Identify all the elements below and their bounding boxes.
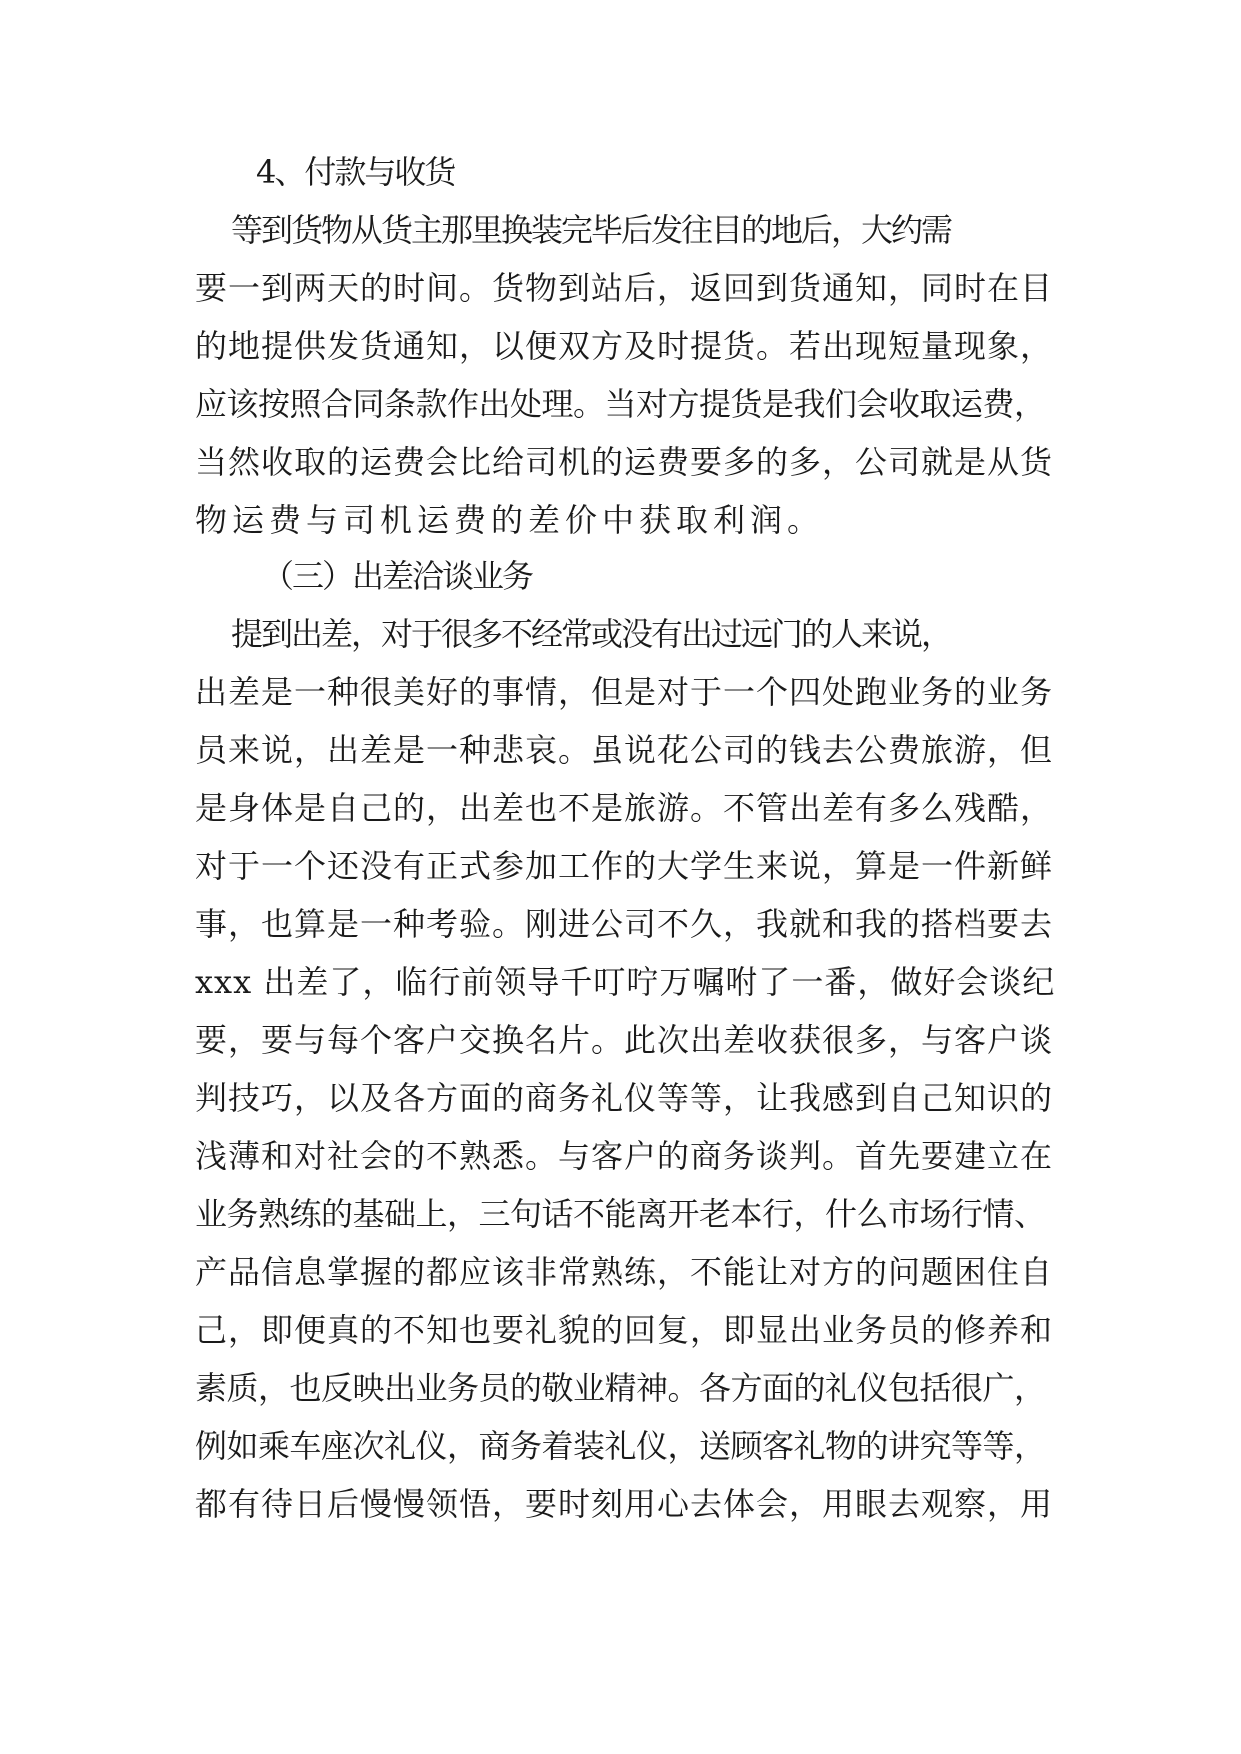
paragraph-line: 都有待日后慢慢领悟，要时刻用心去体会，用眼去观察，用 [195, 1485, 1054, 1523]
paragraph-line: 要一到两天的时间。货物到站后，返回到货通知，同时在目 [195, 269, 1054, 307]
paragraph-line: 己，即便真的不知也要礼貌的回复，即显出业务员的修养和 [195, 1311, 1054, 1349]
paragraph-line: 的地提供发货通知，以便双方及时提货。若出现短量现象， [195, 327, 1054, 365]
paragraph-line: 物运费与司机运费的差价中获取利润。 [195, 501, 825, 539]
paragraph-line: 产品信息掌握的都应该非常熟练，不能让对方的问题困住自 [195, 1253, 1054, 1291]
paragraph-line: 判技巧，以及各方面的商务礼仪等等，让我感到自己知识的 [195, 1079, 1054, 1117]
paragraph-line: 提到出差，对于很多不经常或没有出过远门的人来说， [231, 615, 952, 653]
paragraph-line: 是身体是自己的，出差也不是旅游。不管出差有多么残酷， [195, 789, 1054, 827]
paragraph-line: 当然收取的运费会比给司机的运费要多的多，公司就是从货 [195, 443, 1054, 481]
heading-payment-receipt: 4、付款与收货 [256, 153, 455, 191]
paragraph-line: 业务熟练的基础上，三句话不能离开老本行，什么市场行情、 [195, 1195, 1046, 1233]
heading-business-trip: （三）出差洽谈业务 [262, 557, 533, 595]
paragraph-line: 员来说，出差是一种悲哀。虽说花公司的钱去公费旅游，但 [195, 731, 1054, 769]
paragraph-line: 等到货物从货主那里换装完毕后发往目的地后，大约需 [231, 211, 952, 249]
paragraph-line: 事，也算是一种考验。刚进公司不久，我就和我的搭档要去 [195, 905, 1054, 943]
paragraph-line: 素质，也反映出业务员的敬业精神。各方面的礼仪包括很广， [195, 1369, 1046, 1407]
paragraph-line: 要，要与每个客户交换名片。此次出差收获很多，与客户谈 [195, 1021, 1054, 1059]
paragraph-line: 例如乘车座次礼仪，商务着装礼仪，送顾客礼物的讲究等等， [195, 1427, 1046, 1465]
paragraph-line: xxx 出差了，临行前领导千叮咛万嘱咐了一番，做好会谈纪 [195, 963, 1056, 1001]
paragraph-line: 对于一个还没有正式参加工作的大学生来说，算是一件新鲜 [195, 847, 1054, 885]
paragraph-line: 出差是一种很美好的事情，但是对于一个四处跑业务的业务 [195, 673, 1054, 711]
paragraph-line: 应该按照合同条款作出处理。当对方提货是我们会收取运费， [195, 385, 1046, 423]
paragraph-line: 浅薄和对社会的不熟悉。与客户的商务谈判。首先要建立在 [195, 1137, 1054, 1175]
